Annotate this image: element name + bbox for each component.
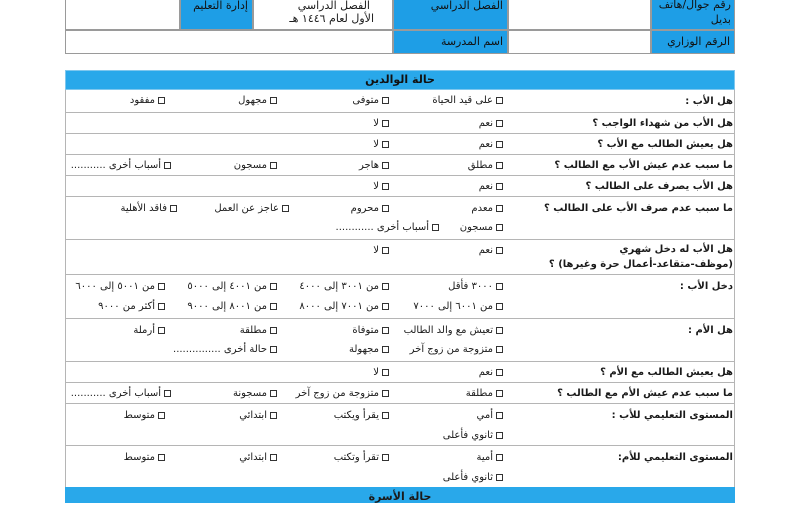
option-checkbox[interactable]: أسباب أخرى ............ <box>336 221 439 234</box>
option-checkbox[interactable]: أمي <box>477 409 503 422</box>
option-checkbox[interactable]: نعم <box>479 117 503 130</box>
option-checkbox[interactable]: من ٧٠٠١ إلى ٨٠٠٠ <box>299 300 389 313</box>
option-checkbox[interactable]: ثانوي فأعلى <box>443 471 503 484</box>
section-title-parents: حالة الوالدين <box>65 70 735 90</box>
option-checkbox[interactable]: متوسط <box>124 451 165 464</box>
option-checkbox[interactable]: أمية <box>476 451 503 464</box>
option-checkbox[interactable]: أسباب أخرى ........... <box>71 159 171 172</box>
option-checkbox[interactable]: من ٥٠٠١ إلى ٦٠٠٠ <box>75 280 165 293</box>
option-checkbox[interactable]: ابتدائي <box>239 409 277 422</box>
question-label: المستوى التعليمي للأب : <box>611 410 733 421</box>
education-admin-label-box <box>180 0 253 30</box>
table-row <box>65 383 735 404</box>
option-checkbox[interactable]: هاجر <box>359 159 389 172</box>
question-label-line2: (موظف-متقاعد-أعمال حرة وغيرها) ؟ <box>548 259 733 270</box>
option-checkbox[interactable]: أكثر من ٩٠٠٠ <box>98 300 165 313</box>
option-checkbox[interactable]: لا <box>373 366 389 379</box>
option-checkbox[interactable]: أرملة <box>133 324 165 337</box>
option-checkbox[interactable]: متزوجة من زوج آخر <box>296 387 389 400</box>
option-checkbox[interactable]: ابتدائي <box>239 451 277 464</box>
question-label: هل الأب له دخل شهري <box>619 244 733 255</box>
table-row <box>65 362 735 383</box>
option-checkbox[interactable]: يقرأ ويكتب <box>334 409 389 422</box>
option-checkbox[interactable]: من ٦٠٠١ إلى ٧٠٠٠ <box>413 300 503 313</box>
semester-value-line1: الفصل الدراسي <box>297 0 370 12</box>
table-row <box>65 113 735 134</box>
option-checkbox[interactable]: تعيش مع والد الطالب <box>404 324 503 337</box>
option-checkbox[interactable]: نعم <box>479 366 503 379</box>
table-row <box>65 275 735 319</box>
table-row <box>65 319 735 362</box>
question-label: هل الأب من شهداء الواجب ؟ <box>592 118 733 129</box>
option-checkbox[interactable]: حالة أخرى ............... <box>173 343 277 356</box>
option-checkbox[interactable]: فاقد الأهلية <box>121 202 177 215</box>
section-title-family: حالة الأسرة <box>65 487 735 503</box>
semester-label: الفصل الدراسي <box>430 0 503 12</box>
school-name-label: اسم المدرسة <box>440 35 503 48</box>
option-checkbox[interactable]: من ٣٠٠١ إلى ٤٠٠٠ <box>299 280 389 293</box>
table-row <box>65 240 735 275</box>
option-checkbox[interactable]: من ٤٠٠١ إلى ٥٠٠٠ <box>187 280 277 293</box>
question-label: ما سبب عدم صرف الأب على الطالب ؟ <box>543 203 733 214</box>
option-checkbox[interactable]: نعم <box>479 180 503 193</box>
question-label: هل يعيش الطالب مع الأم ؟ <box>600 367 733 378</box>
ministry-no-label: الرقم الوزاري <box>667 35 730 48</box>
question-label: هل الأم : <box>687 325 733 336</box>
table-row <box>65 176 735 197</box>
option-checkbox[interactable]: مسجون <box>460 221 503 234</box>
option-checkbox[interactable]: مسجونة <box>233 387 277 400</box>
option-checkbox[interactable]: مطلق <box>468 159 503 172</box>
table-row <box>65 446 735 487</box>
option-checkbox[interactable]: لا <box>373 117 389 130</box>
option-checkbox[interactable]: ثانوي فأعلى <box>443 429 503 442</box>
education-admin-label: إدارة التعليم <box>193 0 248 12</box>
option-checkbox[interactable]: معدم <box>471 202 503 215</box>
option-checkbox[interactable]: متوفاة <box>352 324 389 337</box>
school-name-input[interactable] <box>508 30 651 54</box>
semester-label-box <box>393 0 508 30</box>
option-checkbox[interactable]: لا <box>373 138 389 151</box>
question-label: ما سبب عدم عيش الأب مع الطالب ؟ <box>554 160 733 171</box>
option-checkbox[interactable]: لا <box>373 244 389 257</box>
option-checkbox[interactable]: متوسط <box>124 409 165 422</box>
option-checkbox[interactable]: متوفى <box>352 94 389 107</box>
phone-label-box <box>651 0 735 30</box>
question-label: دخل الأب : <box>679 281 733 292</box>
option-checkbox[interactable]: تقرأ وتكتب <box>334 451 389 464</box>
option-checkbox[interactable]: نعم <box>479 244 503 257</box>
option-checkbox[interactable]: من ٨٠٠١ إلى ٩٠٠٠ <box>187 300 277 313</box>
option-checkbox[interactable]: متزوجة من زوج آخر <box>410 343 503 356</box>
question-label: المستوى التعليمي للأم: <box>617 452 733 463</box>
ministry-no-label-box <box>651 30 735 54</box>
option-checkbox[interactable]: ٣٠٠٠ فأقل <box>448 280 503 293</box>
education-admin-input[interactable] <box>65 30 393 54</box>
option-checkbox[interactable]: مجهول <box>238 94 277 107</box>
option-checkbox[interactable]: نعم <box>479 138 503 151</box>
option-checkbox[interactable]: أسباب أخرى ........... <box>71 387 171 400</box>
option-checkbox[interactable]: لا <box>373 180 389 193</box>
option-checkbox[interactable]: مطلقة <box>466 387 503 400</box>
question-label: ما سبب عدم عيش الأم مع الطالب ؟ <box>557 388 733 399</box>
table-row <box>65 404 735 446</box>
option-checkbox[interactable]: مجهولة <box>349 343 389 356</box>
question-label: هل الأب : <box>685 96 733 107</box>
semester-input[interactable] <box>508 0 651 30</box>
question-label: هل يعيش الطالب مع الأب ؟ <box>597 139 733 150</box>
option-checkbox[interactable]: محروم <box>351 202 389 215</box>
semester-value-box <box>253 0 393 30</box>
table-row <box>65 134 735 155</box>
option-checkbox[interactable]: مطلقة <box>240 324 277 337</box>
school-name-label-box <box>393 30 508 54</box>
extra-input[interactable] <box>65 0 180 30</box>
table-row <box>65 155 735 176</box>
table-row <box>65 90 735 113</box>
option-checkbox[interactable]: عاجز عن العمل <box>214 202 289 215</box>
table-row <box>65 197 735 240</box>
question-label: هل الأب يصرف على الطالب ؟ <box>585 181 733 192</box>
option-checkbox[interactable]: على قيد الحياة <box>432 94 503 107</box>
option-checkbox[interactable]: مسجون <box>234 159 277 172</box>
semester-value-line2: الأول لعام ١٤٤٦ هـ <box>289 12 374 25</box>
option-checkbox[interactable]: مفقود <box>130 94 165 107</box>
phone-label: رقم جوال/هاتف بديل <box>658 0 731 26</box>
